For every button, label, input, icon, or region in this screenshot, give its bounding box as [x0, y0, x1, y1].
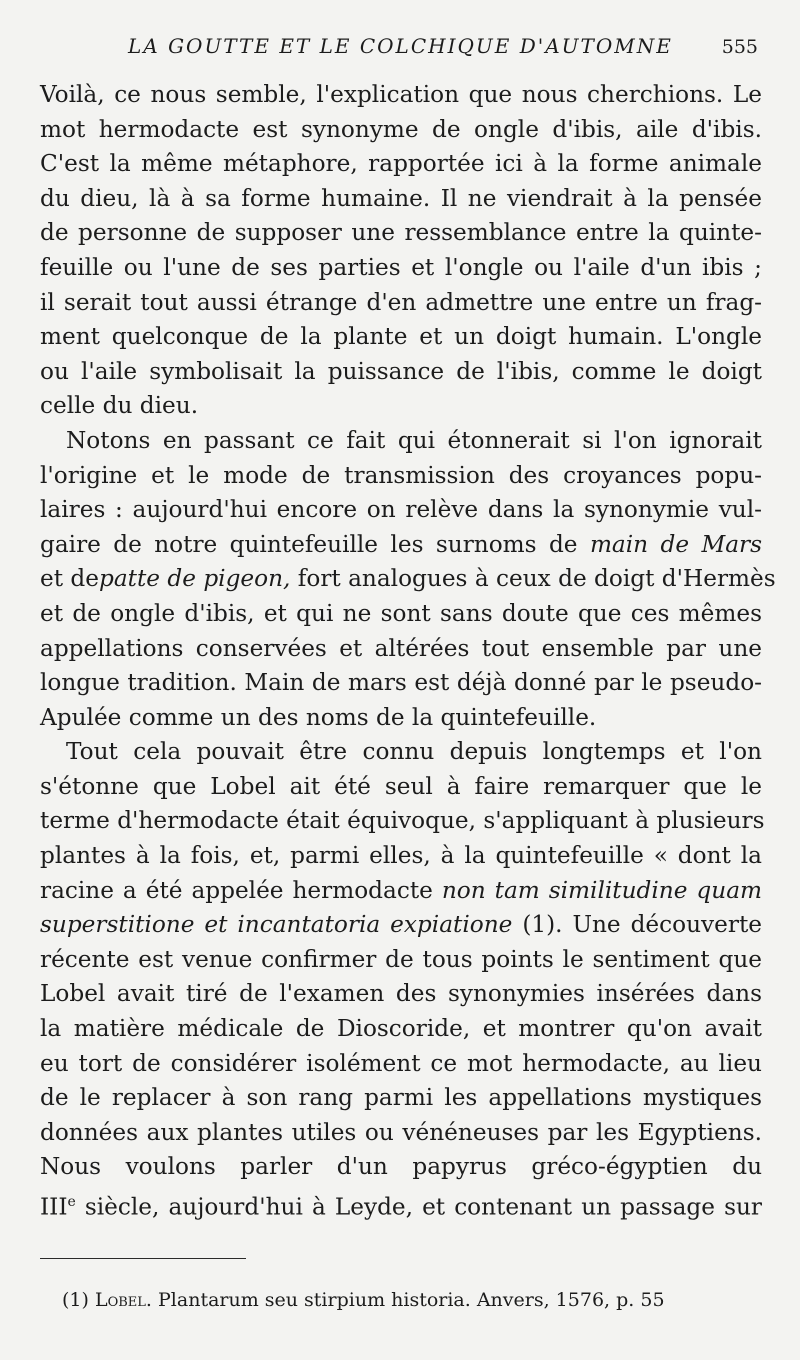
- text-line: il serait tout aussi étrange d'en admettre une entre un frag-: [40, 288, 762, 316]
- page-number: 555: [721, 36, 758, 58]
- text-line: de le replacer à son rang parmi les appellations mystiques: [40, 1084, 762, 1112]
- footnote-text: Plantarum seu stirpium historia. Anvers, 1576, p. 55: [158, 1289, 665, 1311]
- italic-phrase: patte de pigeon,: [98, 565, 291, 593]
- text-line: Notons en passant ce fait qui étonnerait si l'on ignorait: [66, 426, 762, 454]
- text-segment: fort analogues à ceux de doigt d'Hermès: [297, 565, 776, 593]
- text-line: C'est la même métaphore, rapportée ici à la forme animale: [40, 150, 762, 178]
- text-line: terme d'hermodacte était équivoque, s'appliquant à plusieurs: [40, 807, 765, 835]
- italic-phrase: main de Mars: [589, 530, 763, 558]
- text-segment: et de: [40, 565, 99, 593]
- text-line: et de ongle d'ibis, et qui ne sont sans doute que ces mêmes: [40, 599, 762, 627]
- text-line: l'origine et le mode de transmission des croyances popu-: [40, 461, 762, 489]
- text-line: laires : aujourd'hui encore on relève dans la synonymie vul-: [40, 496, 762, 524]
- text-line: appellations conservées et altérées tout ensemble par une: [40, 634, 762, 662]
- superscript: e: [67, 1194, 76, 1210]
- running-head: [40, 34, 760, 66]
- text-line: [40, 1185, 762, 1220]
- text-line: ou l'aile symbolisait la puissance de l'ibis, comme le doigt: [40, 357, 762, 385]
- text-line: plantes à la fois, et, parmi elles, à la quintefeuille « dont la: [40, 842, 762, 870]
- text-line: du dieu, là à sa forme humaine. Il ne viendrait à la pensée: [40, 184, 762, 212]
- text-line: [40, 908, 762, 943]
- text-line: ment quelconque de la plante et un doigt humain. L'ongle: [40, 323, 762, 351]
- text-line: [40, 528, 762, 563]
- text-line: [40, 874, 762, 909]
- text-line: Apulée comme un des noms de la quintefeuille.: [40, 703, 597, 731]
- text-line: Voilà, ce nous semble, l'explication que nous cherchions. Le: [40, 81, 762, 108]
- text-line: Nous voulons parler d'un papyrus gréco-égyptien du: [40, 1153, 762, 1181]
- text-line: s'étonne que Lobel ait été seul à faire remarquer que le: [40, 772, 762, 800]
- footnote-rule: [40, 1258, 246, 1259]
- italic-phrase: superstitione et incantatoria expiatione: [40, 911, 513, 939]
- text-line: la matière médicale de Dioscoride, et montrer qu'on avait: [40, 1015, 762, 1043]
- text-line: récente est venue confirmer de tous points le sentiment que: [40, 945, 762, 973]
- running-title: LA GOUTTE ET LE COLCHIQUE D'AUTOMNE: [128, 34, 673, 58]
- text-segment: siècle, aujourd'hui à Leyde, et contenant un passage sur: [84, 1193, 762, 1221]
- text-line: Lobel avait tiré de l'examen des synonymies insérées dans: [40, 980, 762, 1008]
- text-line: mot hermodacte est synonyme de ongle d'ibis, aile d'ibis.: [40, 115, 762, 143]
- text-line: [40, 562, 776, 597]
- footnote: [62, 1289, 665, 1311]
- text-segment: gaire de notre quintefeuille les surnoms de: [40, 530, 578, 558]
- century-numeral: III: [40, 1193, 68, 1221]
- italic-phrase: non tam similitudine quam: [441, 876, 763, 904]
- text-segment: racine a été appelée hermodacte: [40, 876, 433, 904]
- text-line: données aux plantes utiles ou vénéneuses par les Egyptiens.: [40, 1118, 762, 1146]
- footnote-marker: (1): [62, 1289, 89, 1311]
- body-text: [40, 78, 776, 1221]
- text-segment: (1). Une découverte: [522, 911, 762, 939]
- text-line: eu tort de considérer isolément ce mot hermodacte, au lieu: [40, 1049, 762, 1077]
- text-line: celle du dieu.: [40, 392, 199, 420]
- text-line: de personne de supposer une ressemblance entre la quinte-: [40, 219, 762, 247]
- text-line: feuille ou l'une de ses parties et l'ongle ou l'aile d'un ibis ;: [40, 253, 762, 281]
- footnote-author: Lobel.: [94, 1289, 152, 1311]
- text-line: Tout cela pouvait être connu depuis longtemps et l'on: [66, 738, 762, 766]
- text-line: longue tradition. Main de mars est déjà donné par le pseudo-: [40, 669, 762, 697]
